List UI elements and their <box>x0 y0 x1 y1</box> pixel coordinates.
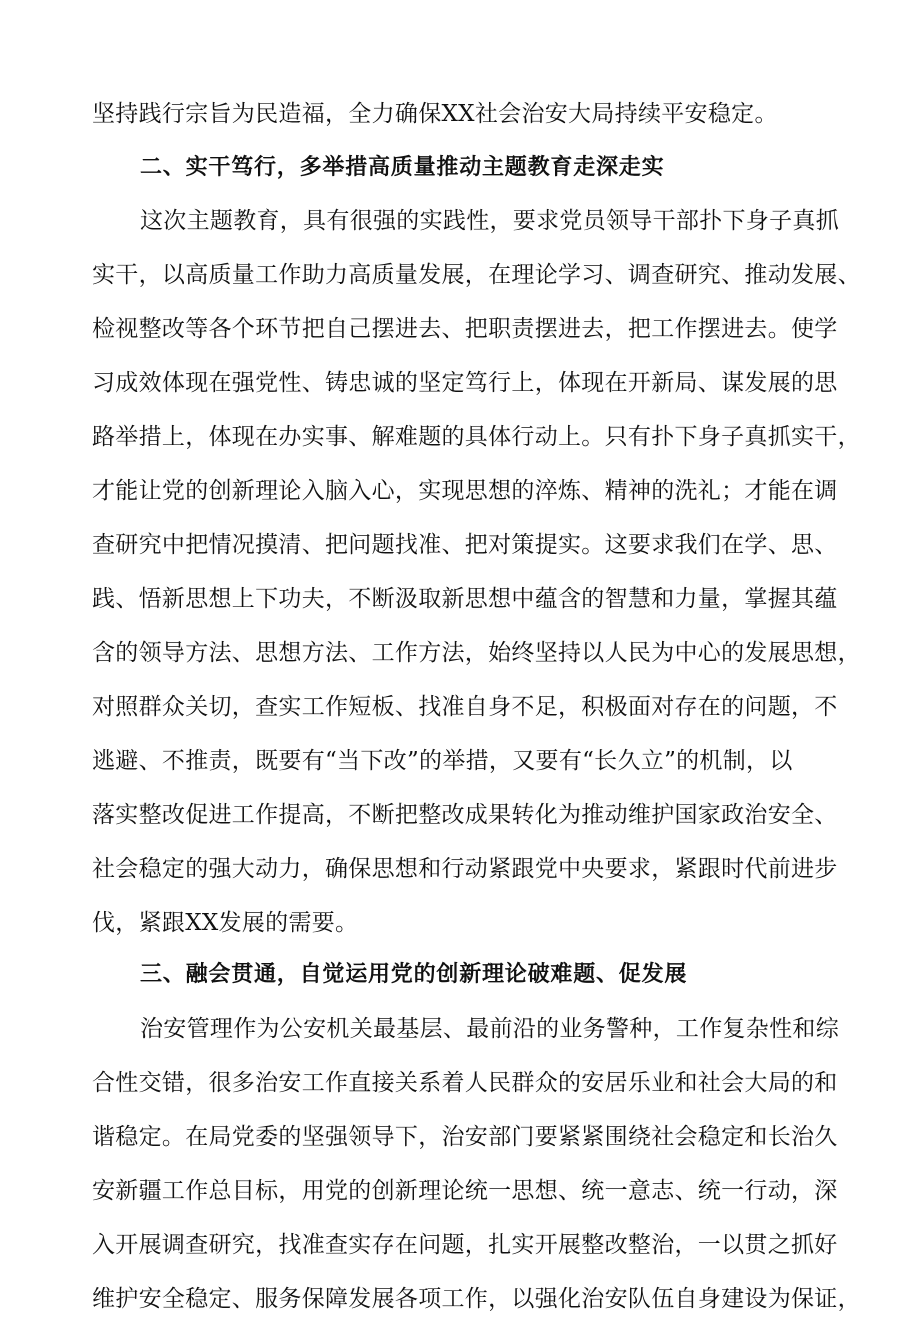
section-heading: 二、实干笃行，多举措高质量推动主题教育走深走实 <box>140 155 665 180</box>
paragraph-line: 路举措上，体现在办实事、解难题的具体行动上。只有扑下身子真抓实干， <box>92 424 861 450</box>
paragraph-line: 维护安全稳定、服务保障发展各项工作，以强化治安队伍自身建设为保证， <box>92 1286 861 1312</box>
paragraph-line: 入开展调查研究，找准查实存在问题，扎实开展整改整治，一以贯之抓好 <box>92 1232 838 1258</box>
paragraph-line: 践、悟新思想上下功夫，不断汲取新思想中蕴含的智慧和力量，掌握其蕴 <box>92 586 838 612</box>
paragraph-line: 合性交错，很多治安工作直接关系着人民群众的安居乐业和社会大局的和 <box>92 1070 838 1096</box>
paragraph-line: 治安管理作为公安机关最基层、最前沿的业务警种，工作复杂性和综 <box>140 1016 839 1042</box>
paragraph-line: 坚持践行宗旨为民造福，全力确保XX社会治安大局持续平安稳定。 <box>92 101 778 127</box>
paragraph-line: 查研究中把情况摸清、把问题找准、把对策提实。这要求我们在学、思、 <box>92 532 838 558</box>
paragraph-line: 谐稳定。在局党委的坚强领导下，治安部门要紧紧围绕社会稳定和长治久 <box>92 1124 838 1150</box>
paragraph-line: 这次主题教育，具有很强的实践性，要求党员领导干部扑下身子真抓 <box>140 208 839 234</box>
paragraph-line: 伐，紧跟XX发展的需要。 <box>92 910 359 936</box>
paragraph-line: 逃避、不推责，既要有“当下改”的举措，又要有“长久立”的机制，以 <box>92 748 793 774</box>
paragraph-line: 习成效体现在强党性、铸忠诚的坚定笃行上，体现在开新局、谋发展的思 <box>92 370 838 396</box>
paragraph-line: 安新疆工作总目标，用党的创新理论统一思想、统一意志、统一行动，深 <box>92 1178 838 1204</box>
paragraph-line: 实干，以高质量工作助力高质量发展，在理论学习、调查研究、推动发展、 <box>92 262 861 288</box>
paragraph-line: 对照群众关切，查实工作短板、找准自身不足，积极面对存在的问题，不 <box>92 694 838 720</box>
paragraph-line: 含的领导方法、思想方法、工作方法，始终坚持以人民为中心的发展思想， <box>92 640 861 666</box>
section-heading: 三、融会贯通，自觉运用党的创新理论破难题、促发展 <box>140 962 688 987</box>
paragraph-line: 检视整改等各个环节把自己摆进去、把职责摆进去，把工作摆进去。使学 <box>92 316 838 342</box>
paragraph-line: 才能让党的创新理论入脑入心，实现思想的淬炼、精神的洗礼；才能在调 <box>92 478 838 504</box>
paragraph-line: 社会稳定的强大动力，确保思想和行动紧跟党中央要求，紧跟时代前进步 <box>92 856 838 882</box>
paragraph-line: 落实整改促进工作提高，不断把整改成果转化为推动维护国家政治安全、 <box>92 802 838 828</box>
